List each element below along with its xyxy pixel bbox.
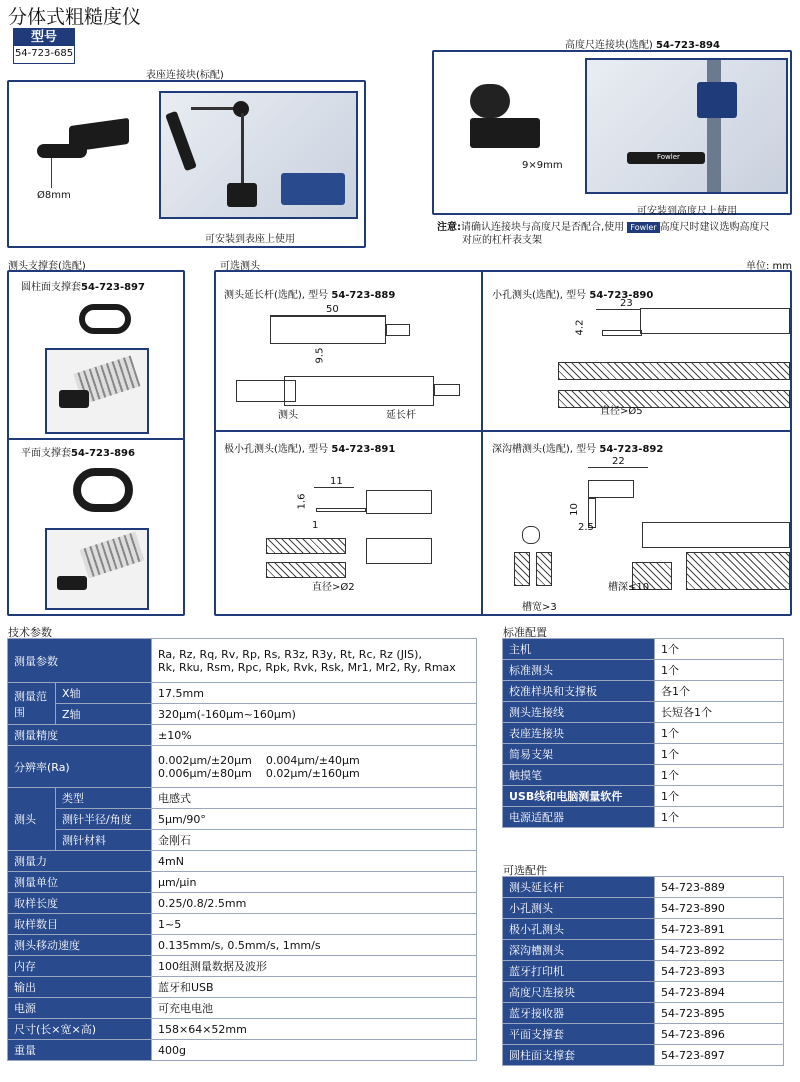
spec-heading: 技术参数: [8, 626, 52, 639]
note-line2: 对应的杠杆表支架: [462, 235, 542, 246]
standard-row-value: 1个: [655, 639, 784, 660]
spec-accuracy-value: ±10%: [152, 725, 477, 746]
standard-row-value: 各1个: [655, 681, 784, 702]
spec-table: [7, 638, 477, 1061]
standard-row-label: USB线和电脑测量软件: [503, 786, 655, 807]
ext-rod-name: 延长杆: [386, 410, 416, 421]
accessory-row-value: 54-723-896: [655, 1024, 784, 1045]
accessory-row-label: 蓝牙打印机: [503, 961, 655, 982]
accessories-table: [502, 876, 784, 1066]
spec-z-value: 320μm(-160μm~160μm): [152, 704, 477, 725]
spec-row-value: 1~5: [152, 914, 477, 935]
tiny-dim-dia: 直径>Ø2: [312, 582, 355, 593]
spec-z-label: Z轴: [56, 704, 152, 725]
standard-row-label: 主机: [503, 639, 655, 660]
cyl-support-image: [79, 304, 131, 334]
standard-row-label: 表座连接块: [503, 723, 655, 744]
spec-probe-mat-value: 金刚石: [152, 830, 477, 851]
height-adapter-photo: Fowler: [585, 58, 788, 194]
height-adapter-dim: 9×9mm: [522, 160, 563, 171]
page-title: 分体式粗糙度仪: [8, 6, 142, 28]
spec-probe-type-label: 类型: [56, 788, 152, 809]
standard-heading: 标准配置: [503, 626, 547, 639]
fowler-logo: Fowler: [627, 222, 659, 233]
groove-dim-width: 槽宽>3: [522, 602, 557, 613]
accessory-row-label: 测头延长杆: [503, 877, 655, 898]
divider: [9, 438, 183, 440]
groove-probe-label: 深沟槽测头(选配), 型号 54-723-892: [492, 444, 664, 455]
spec-x-label: X轴: [56, 683, 152, 704]
height-adapter-caption: 可安装到高度尺上使用: [637, 206, 737, 217]
base-adapter-rod-image: [37, 144, 87, 158]
base-adapter-photo: [159, 91, 358, 219]
accessory-row-label: 小孔测头: [503, 898, 655, 919]
accessory-row-value: 54-723-894: [655, 982, 784, 1003]
spec-range-label: 测量范围: [8, 683, 56, 725]
accessories-heading: 可选配件: [503, 864, 547, 877]
standard-table: [502, 638, 784, 828]
standard-row-label: 电源适配器: [503, 807, 655, 828]
spec-row-label: 测量单位: [8, 872, 152, 893]
base-adapter-caption: 可安装到表座上使用: [205, 234, 295, 245]
accessory-row-value: 54-723-897: [655, 1045, 784, 1066]
spec-row-label: 尺寸(长×宽×高): [8, 1019, 152, 1040]
spec-row-value: 158×64×52mm: [152, 1019, 477, 1040]
ext-probe-name: 测头: [278, 410, 298, 421]
spec-row-label: 取样长度: [8, 893, 152, 914]
optional-probes-panel: [214, 270, 792, 616]
spec-probe-label: 测头: [8, 788, 56, 851]
standard-row-label: 标准测头: [503, 660, 655, 681]
height-adapter-heading: 高度尺连接块(选配) 54-723-894: [565, 40, 720, 51]
standard-row-value: 长短各1个: [655, 702, 784, 723]
spec-accuracy-label: 测量精度: [8, 725, 152, 746]
cyl-support-label: 圆柱面支撑套54-723-897: [21, 282, 145, 293]
spec-row-label: 电源: [8, 998, 152, 1019]
standard-row-value: 1个: [655, 786, 784, 807]
ext-dim-9-5: 9.5: [314, 347, 326, 364]
spec-row-value: 可充电电池: [152, 998, 477, 1019]
spec-row-label: 取样数目: [8, 914, 152, 935]
groove-dim-2-5: 2.5: [578, 522, 594, 533]
height-adapter-block-image: [470, 118, 540, 148]
accessory-row-label: 圆柱面支撑套: [503, 1045, 655, 1066]
spec-resolution-line2: 0.006μm/±80μm 0.02μm/±160μm: [158, 766, 360, 780]
accessory-row-value: 54-723-891: [655, 919, 784, 940]
spec-row-value: 100组测量数据及波形: [152, 956, 477, 977]
spec-row-value: μm/μin: [152, 872, 477, 893]
tiny-dim-11: 11: [330, 476, 343, 487]
accessory-row-value: 54-723-889: [655, 877, 784, 898]
small-dim-23: 23: [620, 298, 633, 309]
standard-row-value: 1个: [655, 765, 784, 786]
flat-support-image: [73, 468, 133, 512]
accessory-row-label: 平面支撑套: [503, 1024, 655, 1045]
standard-row-label: 测头连接线: [503, 702, 655, 723]
ext-probe-label: 测头延长杆(选配), 型号 54-723-889: [224, 290, 396, 301]
spec-row-label: 输出: [8, 977, 152, 998]
spec-x-value: 17.5mm: [152, 683, 477, 704]
standard-row-label: 简易支架: [503, 744, 655, 765]
flat-support-photo: [45, 528, 149, 610]
spec-row-label: 测头移动速度: [8, 935, 152, 956]
standard-row-value: 1个: [655, 723, 784, 744]
spec-row-label: 重量: [8, 1040, 152, 1061]
accessory-row-value: 54-723-895: [655, 1003, 784, 1024]
standard-row-value: 1个: [655, 660, 784, 681]
probe-support-heading: 测头支撑套(选配): [8, 261, 86, 272]
spec-resolution-line1: 0.002μm/±20μm 0.004μm/±40μm: [158, 753, 360, 767]
small-probe-label: 小孔测头(选配), 型号 54-723-890: [492, 290, 654, 301]
groove-dim-depth: 槽深≤10: [608, 582, 650, 593]
note: 注意:请确认连接块与高度尺是否配合,使用 Fowler 高度尺时建议选购高度尺: [437, 222, 770, 233]
accessory-row-label: 极小孔测头: [503, 919, 655, 940]
tiny-dim-1-6: 1.6: [296, 493, 308, 510]
tiny-probe-label: 极小孔测头(选配), 型号 54-723-891: [224, 444, 396, 455]
flat-support-label: 平面支撑套54-723-896: [21, 448, 135, 459]
accessory-row-label: 蓝牙接收器: [503, 1003, 655, 1024]
ext-dim-50: 50: [326, 304, 339, 315]
model-tag-label: 型号: [14, 29, 74, 46]
tiny-dim-1: 1: [312, 520, 319, 531]
groove-dim-10: 10: [568, 503, 580, 516]
height-adapter-knob-image: [470, 84, 510, 118]
height-adapter-panel: [432, 50, 792, 215]
spec-params-line2: Rk, Rku, Rsm, Rpc, Rpk, Rvk, Rsk, Mr1, Mr2, Ry, Rmax: [158, 660, 456, 674]
base-adapter-panel: [7, 80, 366, 248]
dim-leader: [51, 158, 52, 188]
cyl-support-photo: [45, 348, 149, 434]
small-dim-4-2: 4.2: [574, 319, 586, 336]
standard-row-label: 校准样块和支撑板: [503, 681, 655, 702]
standard-row-value: 1个: [655, 744, 784, 765]
spec-row-value: 蓝牙和USB: [152, 977, 477, 998]
spec-row-value: 4mN: [152, 851, 477, 872]
spec-row-label: 测量力: [8, 851, 152, 872]
spec-probe-mat-label: 测针材料: [56, 830, 152, 851]
base-adapter-dim: Ø8mm: [37, 190, 71, 201]
accessory-row-label: 深沟槽测头: [503, 940, 655, 961]
spec-row-value: 0.25/0.8/2.5mm: [152, 893, 477, 914]
groove-dim-22: 22: [612, 456, 625, 467]
accessory-row-value: 54-723-890: [655, 898, 784, 919]
accessory-row-value: 54-723-893: [655, 961, 784, 982]
spec-params-label: 测量参数: [8, 639, 152, 683]
small-dim-dia: 直径>Ø5: [600, 406, 643, 417]
base-adapter-heading: 表座连接块(标配): [146, 70, 224, 81]
spec-row-value: 400g: [152, 1040, 477, 1061]
spec-probe-type-value: 电感式: [152, 788, 477, 809]
spec-row-label: 内存: [8, 956, 152, 977]
probe-support-panel: [7, 270, 185, 616]
accessory-row-value: 54-723-892: [655, 940, 784, 961]
accessory-row-label: 高度尺连接块: [503, 982, 655, 1003]
spec-row-value: 0.135mm/s, 0.5mm/s, 1mm/s: [152, 935, 477, 956]
optional-probes-heading: 可选测头: [220, 261, 260, 272]
spec-resolution-label: 分辨率(Ra): [8, 746, 152, 788]
unit-label: 单位: mm: [746, 261, 793, 272]
standard-row-label: 触摸笔: [503, 765, 655, 786]
model-tag: [13, 28, 75, 64]
model-tag-value: 54-723-685: [14, 48, 74, 59]
spec-probe-radius-value: 5μm/90°: [152, 809, 477, 830]
standard-row-value: 1个: [655, 807, 784, 828]
spec-probe-radius-label: 测针半径/角度: [56, 809, 152, 830]
spec-params-line1: Ra, Rz, Rq, Rv, Rp, Rs, R3z, R3y, Rt, Rc, Rz (JIS),: [158, 647, 422, 661]
